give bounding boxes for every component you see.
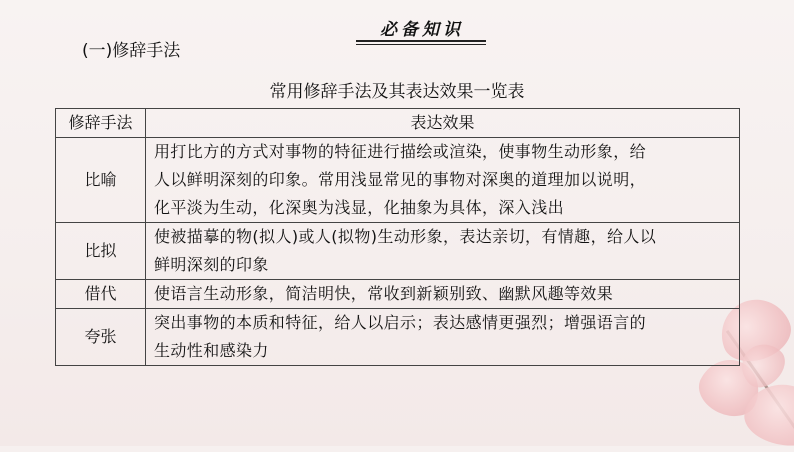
page-header <box>368 10 476 44</box>
table-row <box>56 280 740 309</box>
effect-line: 鲜明深刻的印象 <box>154 255 269 274</box>
effect-line: 使语言生动形象，简洁明快，常收到新颖别致、幽默风趣等效果 <box>154 284 614 303</box>
technique-name: 比喻 <box>56 138 146 223</box>
technique-name: 比拟 <box>56 223 146 280</box>
effect-description <box>146 138 740 223</box>
effect-line: 使被描摹的物(拟人)或人(拟物)生动形象，表达亲切，有情趣，给人以 <box>154 227 657 246</box>
effect-line: 人以鲜明深刻的印象。常用浅显常见的事物对深奥的道理加以说明， <box>154 170 647 189</box>
table-caption: 常用修辞手法及其表达效果一览表 <box>269 82 525 102</box>
column-header: 修辞手法 <box>56 109 146 138</box>
effect-description <box>146 309 740 366</box>
effect-line: 突出事物的本质和特征，给人以启示；表达感情更强烈；增强语言的 <box>154 313 647 332</box>
header-underline <box>356 40 486 42</box>
effect-line: 用打比方的方式对事物的特征进行描绘或渲染，使事物生动形象，给 <box>154 142 647 161</box>
effect-line: 生动性和感染力 <box>154 341 269 360</box>
header-underline <box>356 44 486 45</box>
table-row <box>56 223 740 280</box>
effect-description <box>146 223 740 280</box>
column-header: 表达效果 <box>146 109 740 138</box>
header-title: 必备知识 <box>380 19 464 40</box>
table-row <box>56 309 740 366</box>
section-title: (一)修辞手法 <box>82 41 181 61</box>
effect-line: 化平淡为生动，化深奥为浅显，化抽象为具体，深入浅出 <box>154 198 565 217</box>
effect-description <box>146 280 740 309</box>
technique-name: 夸张 <box>56 309 146 366</box>
table-row <box>56 138 740 223</box>
technique-name: 借代 <box>56 280 146 309</box>
table-header-row <box>56 109 740 138</box>
rhetoric-table <box>55 108 740 366</box>
